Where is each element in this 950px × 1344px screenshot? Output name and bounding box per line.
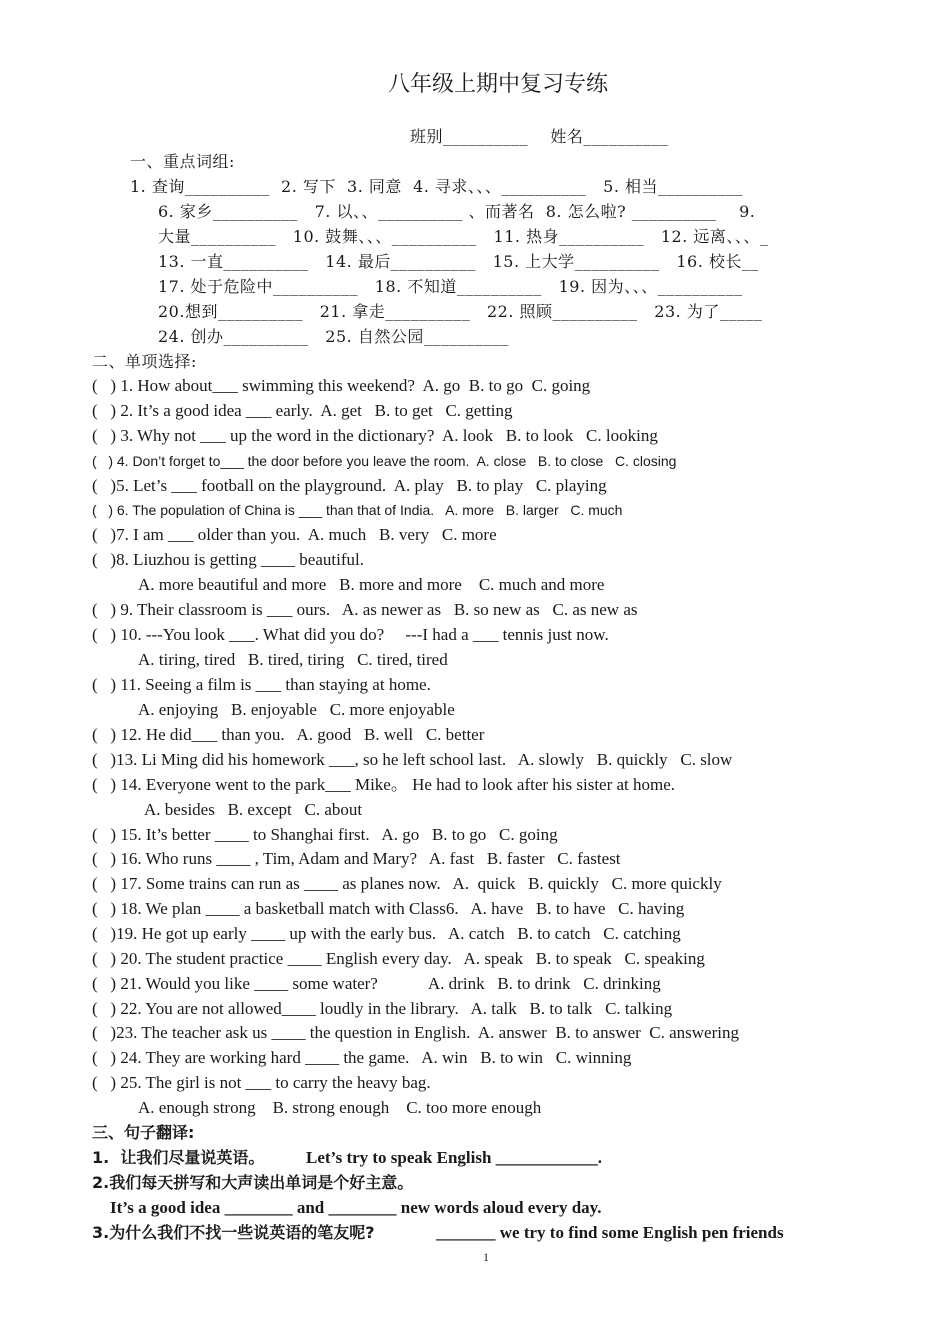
section-2-heading: 二、单项选择: [92,352,197,371]
question-line: ( ) 6. The population of China is ___ than that of India. A. more B. larger C. much [92,502,623,518]
section-1-heading: 一、重点词组: [130,152,235,171]
phrase-line: 20.想到__________ 21. 拿走__________ 22. 照顾__________ 23. 为了_____ [158,302,763,321]
question-line: ( )5. Let’s ___ football on the playground. A. play B. to play C. playing [92,476,607,495]
phrase-line: 大量__________ 10. 鼓舞、、、__________ 11. 热身__________ 12. 远离、、、_ [158,227,769,246]
question-line: ( )23. The teacher ask us ____ the question in English. A. answer B. to answer C. answering [92,1023,739,1042]
question-line: ( ) 16. Who runs ____ , Tim, Adam and Mary? A. fast B. faster C. fastest [92,849,621,868]
answer-options: A. besides B. except C. about [144,800,363,819]
question-line: ( ) 11. Seeing a film is ___ than staying at home. [92,675,431,694]
question-line: ( )8. Liuzhou is getting ____ beautiful. [92,550,364,569]
translation-prompt: 3.为什么我们不找一些说英语的笔友呢? [92,1223,375,1242]
question-line: ( ) 20. The student practice ____ English every day. A. speak B. to speak C. speaking [92,949,705,968]
question-line: ( ) 10. ---You look ___. What did you do? ---I had a ___ tennis just now. [92,625,609,644]
question-line: ( ) 4. Don’t forget to___ the door before you leave the room. A. close B. to close C. closing [92,453,677,469]
phrase-line: 1. 查询__________ 2. 写下 3. 同意 4. 寻求、、、__________ 5. 相当__________ [130,177,744,196]
question-line: ( ) 18. We plan ____ a basketball match with Class6. A. have B. to have C. having [92,899,685,918]
question-line: ( ) 25. The girl is not ___ to carry the heavy bag. [92,1073,431,1092]
question-line: ( ) 12. He did___ than you. A. good B. well C. better [92,725,485,744]
phrase-line: 17. 处于危险中__________ 18. 不知道__________ 19. 因为、、、__________ [158,277,743,296]
answer-options: A. tiring, tired B. tired, tiring C. tired, tired [138,650,448,669]
translation-prompt: 2.我们每天拼写和大声读出单词是个好主意。 [92,1173,414,1192]
page-number: 1 [483,1250,489,1264]
question-line: ( ) 14. Everyone went to the park___ Mike。 He had to look after his sister at home. [92,775,676,794]
question-line: ( ) 9. Their classroom is ___ ours. A. as newer as B. so new as C. as new as [92,600,638,619]
page-title: 八年级上期中复习专练 [388,72,609,97]
question-line: ( ) 15. It’s better ____ to Shanghai first. A. go B. to go C. going [92,825,558,844]
phrase-line: 13. 一直__________ 14. 最后__________ 15. 上大学__________ 16. 校长__ [158,252,759,271]
translation-answer: Let’s try to speak English ____________. [306,1148,602,1167]
question-line: ( ) 24. They are working hard ____ the game. A. win B. to win C. winning [92,1048,632,1067]
translation-answer: _______ we try to find some English pen friends [436,1223,784,1242]
name-class-fields: 班别__________ 姓名__________ [410,127,669,146]
question-line: ( ) 22. You are not allowed____ loudly in the library. A. talk B. to talk C. talking [92,999,673,1018]
answer-options: A. enjoying B. enjoyable C. more enjoyable [138,700,455,719]
phrase-line: 24. 创办__________ 25. 自然公园__________ [158,327,509,346]
phrase-line: 6. 家乡__________ 7. 以、、__________ 、而著名 8. 怎么啦? __________ 9. [158,202,756,221]
question-line: ( ) 17. Some trains can run as ____ as planes now. A. quick B. quickly C. more quickly [92,874,722,893]
question-line: ( )7. I am ___ older than you. A. much B. very C. more [92,525,497,544]
answer-options: A. more beautiful and more B. more and more C. much and more [138,575,605,594]
question-line: ( ) 21. Would you like ____ some water? A. drink B. to drink C. drinking [92,974,661,993]
question-line: ( ) 2. It’s a good idea ___ early. A. get B. to get C. getting [92,401,513,420]
question-line: ( )13. Li Ming did his homework ___, so he left school last. A. slowly B. quickly C. slow [92,750,733,769]
question-line: ( ) 3. Why not ___ up the word in the dictionary? A. look B. to look C. looking [92,426,658,445]
section-3-heading: 三、句子翻译: [92,1123,195,1142]
question-line: ( ) 1. How about___ swimming this weekend? A. go B. to go C. going [92,376,591,395]
translation-prompt: 1. 让我们尽量说英语。 [92,1148,265,1167]
translation-answer: It’s a good idea ________ and ________ new words aloud every day. [110,1198,602,1217]
question-line: ( )19. He got up early ____ up with the early bus. A. catch B. to catch C. catching [92,924,681,943]
answer-options: A. enough strong B. strong enough C. too more enough [138,1098,542,1117]
